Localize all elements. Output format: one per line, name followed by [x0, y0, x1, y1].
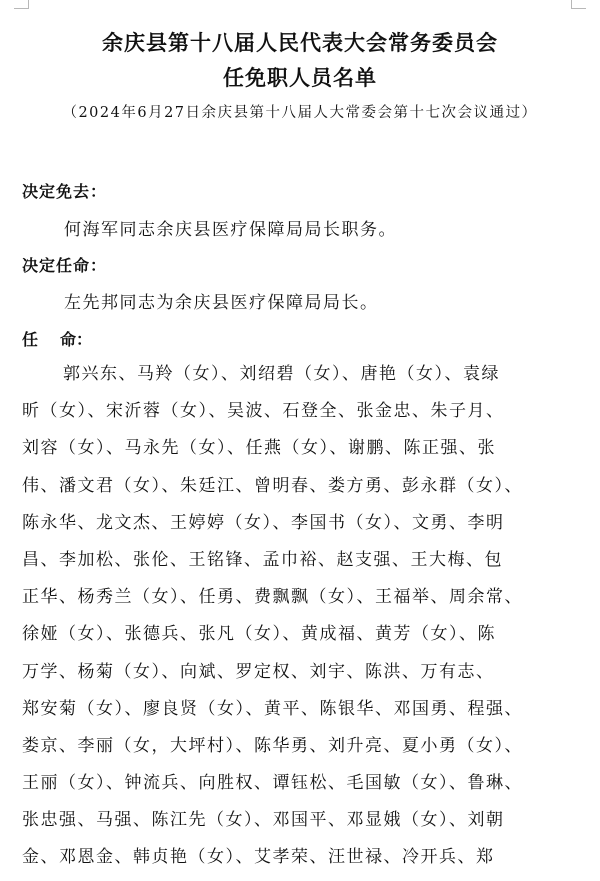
page-corner-mark-right — [571, 0, 586, 9]
section-heading-ren — [22, 327, 92, 350]
name-line: 刘容（女）、马永先（女）、任燕（女）、谢鹏、陈正强、张 — [22, 438, 496, 459]
section-heading-ren-char2: 命： — [60, 330, 93, 349]
page-corner-mark-left — [14, 0, 29, 9]
document-subtitle: （2024年6月27日余庆县第十八届人大常委会第十七次会议通过） — [62, 105, 538, 121]
section-heading-appoint: 决定任命： — [22, 256, 108, 275]
name-line: 徐娅（女）、张德兵、张凡（女）、黄成福、黄芳（女）、陈 — [22, 624, 496, 645]
name-line: 昌、李加松、张伦、王铭锋、孟巾裕、赵支强、王大梅、包 — [22, 549, 503, 570]
document-title-line-2: 任免职人员名单 — [223, 65, 377, 90]
name-line: 伟、潘文君（女）、朱廷江、曾明春、娄方勇、彭永群（女）、 — [22, 475, 523, 496]
name-line: 娄京、李丽（女，大坪村）、陈华勇、刘升亮、夏小勇（女）、 — [22, 735, 523, 756]
appointee-name-list — [22, 360, 578, 868]
name-line: 张忠强、马强、陈江先（女）、邓国平、邓显娥（女）、刘朝 — [22, 810, 505, 831]
section-heading-ren-char1: 任 — [22, 330, 39, 349]
section-text-remove: 何海军同志余庆县医疗保障局局长职务。 — [64, 220, 397, 240]
name-line: 正华、杨秀兰（女）、任勇、费飘飘（女）、王福举、周余常、 — [22, 587, 523, 608]
name-line: 郭兴东、马羚（女）、刘绍碧（女）、唐艳（女）、袁绿 — [63, 364, 500, 384]
name-line: 昕（女）、宋沂蓉（女）、吴波、石登全、张金忠、朱子月、 — [22, 401, 505, 422]
document-title-line-1: 余庆县第十八届人民代表大会常务委员会 — [102, 30, 498, 55]
section-text-appoint: 左先邦同志为余庆县医疗保障局局长。 — [64, 293, 379, 313]
name-line: 郑安菊（女）、廖良贤（女）、黄平、陈银华、邓国勇、程强、 — [22, 698, 523, 719]
name-line: 万学、杨菊（女）、向斌、罗定权、刘宇、陈洪、万有志、 — [22, 661, 495, 682]
name-line: 陈永华、龙文杰、王婷婷（女）、李国书（女）、文勇、李明 — [22, 512, 505, 533]
name-line: 王丽（女）、钟流兵、向胜权、谭钰松、毛国敏（女）、鲁琳、 — [22, 773, 523, 794]
section-heading-remove: 决定免去： — [22, 182, 108, 201]
name-line: 金、邓恩金、韩贞艳（女）、艾孝荣、汪世禄、冷开兵、郑 — [22, 847, 495, 868]
